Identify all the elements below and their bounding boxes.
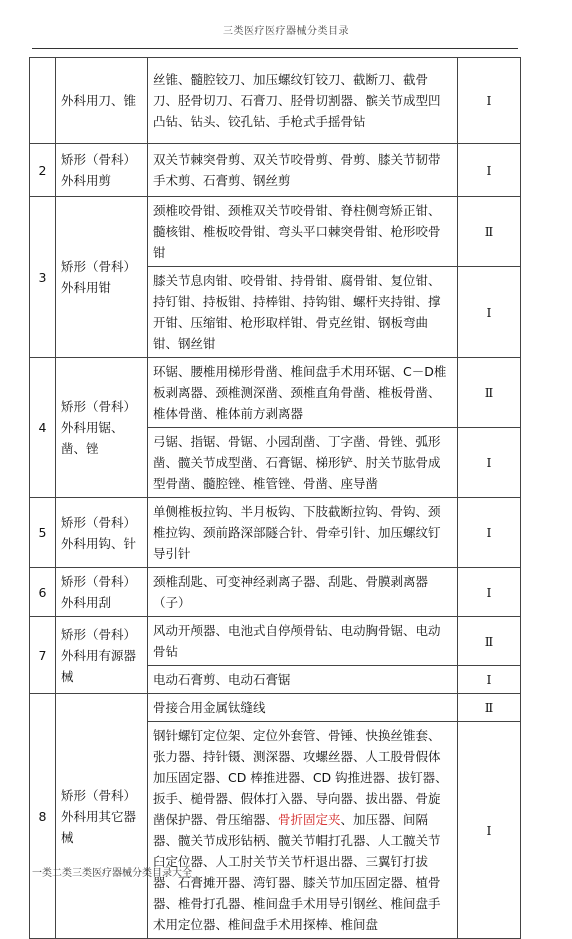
classification-table [29, 57, 521, 939]
highlighted-product: 骨折固定夹 [278, 812, 341, 827]
table-row [30, 358, 521, 428]
product-list: 颈椎咬骨钳、颈椎双关节咬骨钳、脊柱侧弯矫正钳、髓核钳、椎板咬骨钳、弯头平口棘突骨钳、枪形咬骨钳 [148, 197, 458, 267]
category-name: 矫形（骨科）外科用钩、针 [56, 498, 148, 568]
product-list: 颈椎刮匙、可变神经剥离子器、刮匙、骨膜剥离器（子） [148, 568, 458, 617]
row-number: 7 [30, 617, 56, 694]
table-row [30, 197, 521, 267]
management-class: Ⅰ [458, 568, 521, 617]
product-list: 双关节棘突骨剪、双关节咬骨剪、骨剪、膝关节韧带手术剪、石膏剪、钢丝剪 [148, 144, 458, 197]
table-row [30, 568, 521, 617]
category-name: 矫形（骨科）外科用锯、凿、锉 [56, 358, 148, 498]
product-list: 电动石膏剪、电动石膏锯 [148, 666, 458, 694]
row-number: 5 [30, 498, 56, 568]
row-number: 8 [30, 694, 56, 939]
management-class: Ⅰ [458, 144, 521, 197]
management-class: Ⅱ [458, 197, 521, 267]
management-class: Ⅰ [458, 58, 521, 144]
product-list: 弓锯、指锯、骨锯、小园刮凿、丁字凿、骨锉、弧形凿、髋关节成型凿、石膏锯、梯形铲、肘关节肱骨成型骨凿、髓腔锉、椎管锉、骨凿、座导凿 [148, 428, 458, 498]
management-class: Ⅰ [458, 666, 521, 694]
table-row [30, 498, 521, 568]
category-name: 矫形（骨科）外科用钳 [56, 197, 148, 358]
row-number: 6 [30, 568, 56, 617]
product-list: 单侧椎板拉钩、半月板钩、下肢截断拉钩、骨钩、颈椎拉钩、颈前路深部隧合针、骨牵引针、加压螺纹钉导引针 [148, 498, 458, 568]
row-number [30, 58, 56, 144]
management-class: Ⅱ [458, 358, 521, 428]
row-number: 3 [30, 197, 56, 358]
product-list: 丝锥、髓腔铰刀、加压螺纹钉铰刀、截断刀、截骨刀、胫骨切刀、石膏刀、胫骨切割器、髌关节成型凹凸钻、钻头、铰孔钻、手枪式手摇骨钻 [148, 58, 458, 144]
table-row [30, 144, 521, 197]
management-class: Ⅱ [458, 694, 521, 722]
management-class: Ⅰ [458, 722, 521, 939]
management-class: Ⅰ [458, 498, 521, 568]
product-list: 环锯、腰椎用梯形骨凿、椎间盘手术用环锯、C－D椎板剥离器、颈椎测深凿、颈椎直角骨凿、椎板骨凿、椎体骨凿、椎体前方剥离器 [148, 358, 458, 428]
management-class: Ⅰ [458, 267, 521, 358]
page-footer: 一类二类三类医疗器械分类目录大全 [32, 868, 192, 879]
table-row [30, 617, 521, 666]
product-list-text: 钢针螺钉定位架、定位外套管、骨锤、快换丝锥套、张力器、持针镊、测深器、攻螺丝器、人工股骨假体加压固定器、CD 棒推进器、CD 钩推进器、拔钉器、扳手、槌骨器、假体打入器、导向器、拔出器、骨旋凿保护器、骨压缩器、 [153, 728, 448, 827]
product-list [148, 722, 458, 939]
category-name: 矫形（骨科）外科用刮 [56, 568, 148, 617]
product-list-text: 、加压器、间隔器、髋关节成形钻柄、髋关节帽打孔器、人工髋关节臼定位器、人工肘关节关节杆退出器、三翼钉打拔器、石膏摊开器、湾钉器、膝关节加压固定器、植骨器、椎骨打孔器、椎间盘手术用导引钢丝、椎间盘手术用定位器、椎间盘手术用探棒、椎间盘 [153, 812, 441, 932]
page-header: 三类医疗医疗器械分类目录 [223, 26, 349, 37]
product-list: 风动开颅器、电池式自停颅骨钻、电动胸骨锯、电动骨钻 [148, 617, 458, 666]
category-name: 矫形（骨科）外科用剪 [56, 144, 148, 197]
row-number: 4 [30, 358, 56, 498]
category-name: 矫形（骨科）外科用有源器械 [56, 617, 148, 694]
category-name: 外科用刀、锥 [56, 58, 148, 144]
table-row [30, 58, 521, 144]
header-divider [32, 48, 518, 49]
management-class: Ⅱ [458, 617, 521, 666]
table-row [30, 694, 521, 722]
product-list: 骨接合用金属钛缝线 [148, 694, 458, 722]
product-list: 膝关节息肉钳、咬骨钳、持骨钳、腐骨钳、复位钳、持钉钳、持板钳、持棒钳、持钩钳、螺杆夹持钳、撑开钳、压缩钳、枪形取样钳、骨克丝钳、钢板弯曲钳、钢丝钳 [148, 267, 458, 358]
category-name: 矫形（骨科）外科用其它器械 [56, 694, 148, 939]
management-class: Ⅰ [458, 428, 521, 498]
row-number: 2 [30, 144, 56, 197]
